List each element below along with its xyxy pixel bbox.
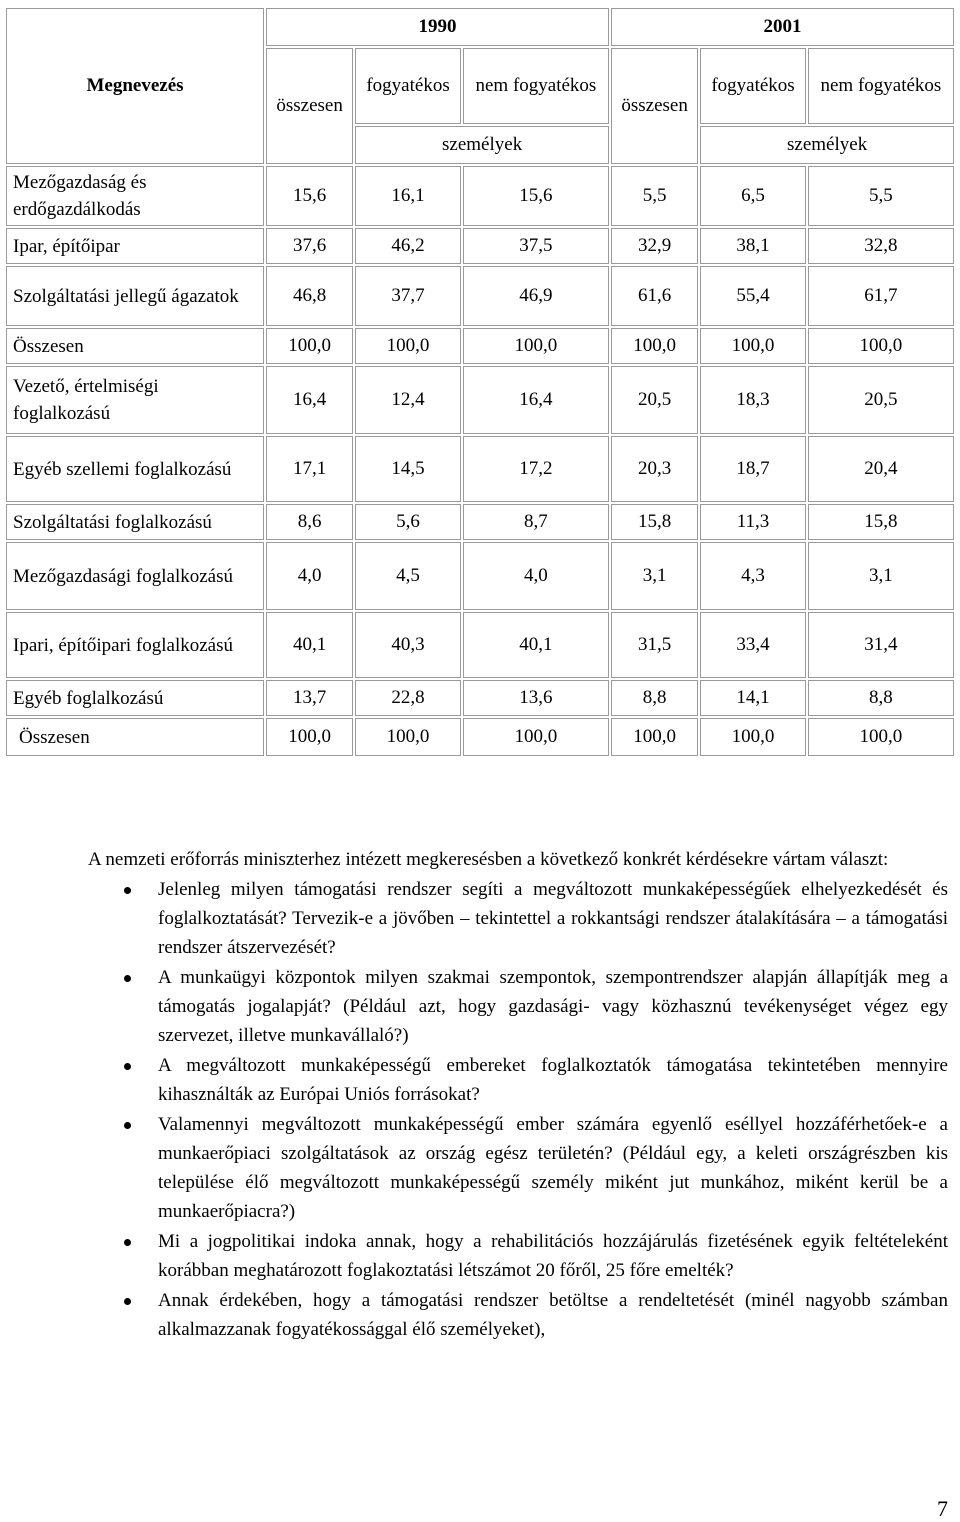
- list-item: [12, 875, 948, 962]
- table-row: [6, 266, 954, 326]
- table-cell: 15,8: [808, 504, 954, 540]
- list-item-text: Annak érdekében, hogy a támogatási rendszer betöltse a rendeltetését (minél nagyobb számban alkalmazzanak fogyatékossággal élő személyeket),: [158, 1290, 948, 1340]
- row-label: Szolgáltatási foglalkozású: [6, 504, 264, 540]
- table-cell: 46,8: [266, 266, 353, 326]
- row-label: Összesen: [6, 718, 264, 756]
- row-label: Mezőgazdasági foglalkozású: [6, 542, 264, 610]
- list-item-text: Jelenleg milyen támogatási rendszer segíti a megváltozott munkaképességűek elhelyezkedését és foglalkoztatását? Tervezik-e a jövőben – tekintettel a rokkantsági rendszer átalakítására – a támogatási rendszer átszervezését?: [158, 879, 948, 958]
- row-label: Mezőgazdaság és erdőgazdálkodás: [6, 166, 264, 226]
- bullet-icon: [124, 1298, 131, 1305]
- table-cell: 37,7: [355, 266, 461, 326]
- table-cell: 4,0: [266, 542, 353, 610]
- column-header-disabled: fogyatékos: [355, 48, 461, 124]
- column-header-total: összesen: [611, 48, 698, 164]
- table-row: [6, 718, 954, 756]
- table-cell: 22,8: [355, 680, 461, 716]
- row-label: Egyéb szellemi foglalkozású: [6, 436, 264, 502]
- intro-paragraph: A nemzeti erőforrás miniszterhez intézett megkeresésben a következő konkrét kérdésekre vártam választ:: [88, 849, 889, 870]
- table-cell: 61,7: [808, 266, 954, 326]
- table-cell: 100,0: [266, 328, 353, 364]
- table-cell: 100,0: [700, 718, 806, 756]
- table-cell: 16,4: [266, 366, 353, 434]
- column-header-non-disabled: nem fogyatékos: [463, 48, 609, 124]
- table-row: [6, 166, 954, 226]
- table-cell: 40,1: [266, 612, 353, 678]
- table-cell: 32,9: [611, 228, 698, 264]
- table-cell: 17,2: [463, 436, 609, 502]
- column-header-persons: személyek: [355, 126, 609, 164]
- table-cell: 100,0: [808, 328, 954, 364]
- list-item-text: A megváltozott munkaképességű embereket foglalkoztatók támogatása tekintetében mennyire kihasználták az Európai Uniós forrásokat?: [158, 1055, 948, 1105]
- table-cell: 18,3: [700, 366, 806, 434]
- table-cell: 14,1: [700, 680, 806, 716]
- table-cell: 37,5: [463, 228, 609, 264]
- row-label: Vezető, értelmiségi foglalkozású: [6, 366, 264, 434]
- table-row: [6, 436, 954, 502]
- table-cell: 31,5: [611, 612, 698, 678]
- table-cell: 6,5: [700, 166, 806, 226]
- table-cell: 16,1: [355, 166, 461, 226]
- table-cell: 46,2: [355, 228, 461, 264]
- table-cell: 3,1: [808, 542, 954, 610]
- table-row: [6, 612, 954, 678]
- row-label: Ipar, építőipar: [6, 228, 264, 264]
- table-cell: 100,0: [355, 328, 461, 364]
- column-header-total: összesen: [266, 48, 353, 164]
- column-header-persons: személyek: [700, 126, 954, 164]
- table-cell: 20,5: [808, 366, 954, 434]
- table-cell: 33,4: [700, 612, 806, 678]
- column-header-non-disabled: nem fogyatékos: [808, 48, 954, 124]
- table-cell: 20,5: [611, 366, 698, 434]
- row-label: Ipari, építőipari foglalkozású: [6, 612, 264, 678]
- table-cell: 5,5: [611, 166, 698, 226]
- table-cell: 3,1: [611, 542, 698, 610]
- table-cell: 32,8: [808, 228, 954, 264]
- table-cell: 100,0: [700, 328, 806, 364]
- table-cell: 8,7: [463, 504, 609, 540]
- table-row: [6, 680, 954, 716]
- table-cell: 37,6: [266, 228, 353, 264]
- table-cell: 15,6: [266, 166, 353, 226]
- column-header-name: Megnevezés: [6, 8, 264, 164]
- table-cell: 100,0: [463, 718, 609, 756]
- year-header-1990: 1990: [266, 8, 609, 46]
- table-row: [6, 228, 954, 264]
- table-cell: 13,7: [266, 680, 353, 716]
- column-header-disabled: fogyatékos: [700, 48, 806, 124]
- document-body: [12, 845, 948, 1344]
- table-cell: 4,0: [463, 542, 609, 610]
- table-cell: 55,4: [700, 266, 806, 326]
- table-row: [6, 542, 954, 610]
- table-cell: 100,0: [355, 718, 461, 756]
- table-cell: 100,0: [463, 328, 609, 364]
- table-cell: 5,6: [355, 504, 461, 540]
- bullet-icon: [124, 975, 131, 982]
- table-cell: 15,6: [463, 166, 609, 226]
- table-cell: 61,6: [611, 266, 698, 326]
- table-cell: 16,4: [463, 366, 609, 434]
- list-item-text: Valamennyi megváltozott munkaképességű ember számára egyenlő eséllyel hozzáférhetőek-e a munkaerőpiaci szolgáltatások az ország egész területén? (Például egy, a keleti országrészben kis települése élő megváltozott munkaképességű személy miként jut munkához, miként kerül be a munkaerőpiacra?): [158, 1114, 948, 1222]
- row-label: Összesen: [6, 328, 264, 364]
- list-item: [12, 1227, 948, 1285]
- table-cell: 8,6: [266, 504, 353, 540]
- table-cell: 40,1: [463, 612, 609, 678]
- list-item: [12, 1286, 948, 1344]
- table-cell: 8,8: [611, 680, 698, 716]
- table-cell: 12,4: [355, 366, 461, 434]
- table-cell: 13,6: [463, 680, 609, 716]
- list-item-text: A munkaügyi központok milyen szakmai szempontok, szempontrendszer alapján állapítják meg a támogatás jogalapját? (Például azt, hogy gazdasági- vagy közhasznú tevékenységet végez egy szervezet, illetve munkavállaló?): [158, 967, 948, 1046]
- table-cell: 18,7: [700, 436, 806, 502]
- bullet-icon: [124, 1063, 131, 1070]
- table-cell: 20,3: [611, 436, 698, 502]
- table-cell: 100,0: [611, 718, 698, 756]
- table-cell: 14,5: [355, 436, 461, 502]
- bullet-icon: [124, 1239, 131, 1246]
- row-label: Szolgáltatási jellegű ágazatok: [6, 266, 264, 326]
- bullet-icon: [124, 1122, 131, 1129]
- table-row: [6, 366, 954, 434]
- table-cell: 4,5: [355, 542, 461, 610]
- question-list: [12, 875, 948, 1344]
- year-header-2001: 2001: [611, 8, 954, 46]
- table-cell: 8,8: [808, 680, 954, 716]
- row-label: Egyéb foglalkozású: [6, 680, 264, 716]
- table-cell: 15,8: [611, 504, 698, 540]
- bullet-icon: [124, 887, 131, 894]
- table-cell: 46,9: [463, 266, 609, 326]
- page-number: 7: [937, 1496, 948, 1521]
- table-cell: 17,1: [266, 436, 353, 502]
- table-row: [6, 504, 954, 540]
- table-row: [6, 328, 954, 364]
- list-item: [12, 1110, 948, 1226]
- table-cell: 40,3: [355, 612, 461, 678]
- table-cell: 31,4: [808, 612, 954, 678]
- table-cell: 5,5: [808, 166, 954, 226]
- statistics-table: [4, 6, 956, 758]
- list-item: [12, 963, 948, 1050]
- table-cell: 4,3: [700, 542, 806, 610]
- table-header-row: [6, 8, 954, 46]
- list-item: [12, 1051, 948, 1109]
- table-cell: 11,3: [700, 504, 806, 540]
- list-item-text: Mi a jogpolitikai indoka annak, hogy a rehabilitációs hozzájárulás fizetésének egyik feltételeként korábban meghatározott foglakoztatási létszámot 20 főről, 25 főre emelték?: [158, 1231, 948, 1281]
- table-cell: 38,1: [700, 228, 806, 264]
- table-cell: 100,0: [611, 328, 698, 364]
- table-cell: 100,0: [808, 718, 954, 756]
- table-cell: 100,0: [266, 718, 353, 756]
- table-cell: 20,4: [808, 436, 954, 502]
